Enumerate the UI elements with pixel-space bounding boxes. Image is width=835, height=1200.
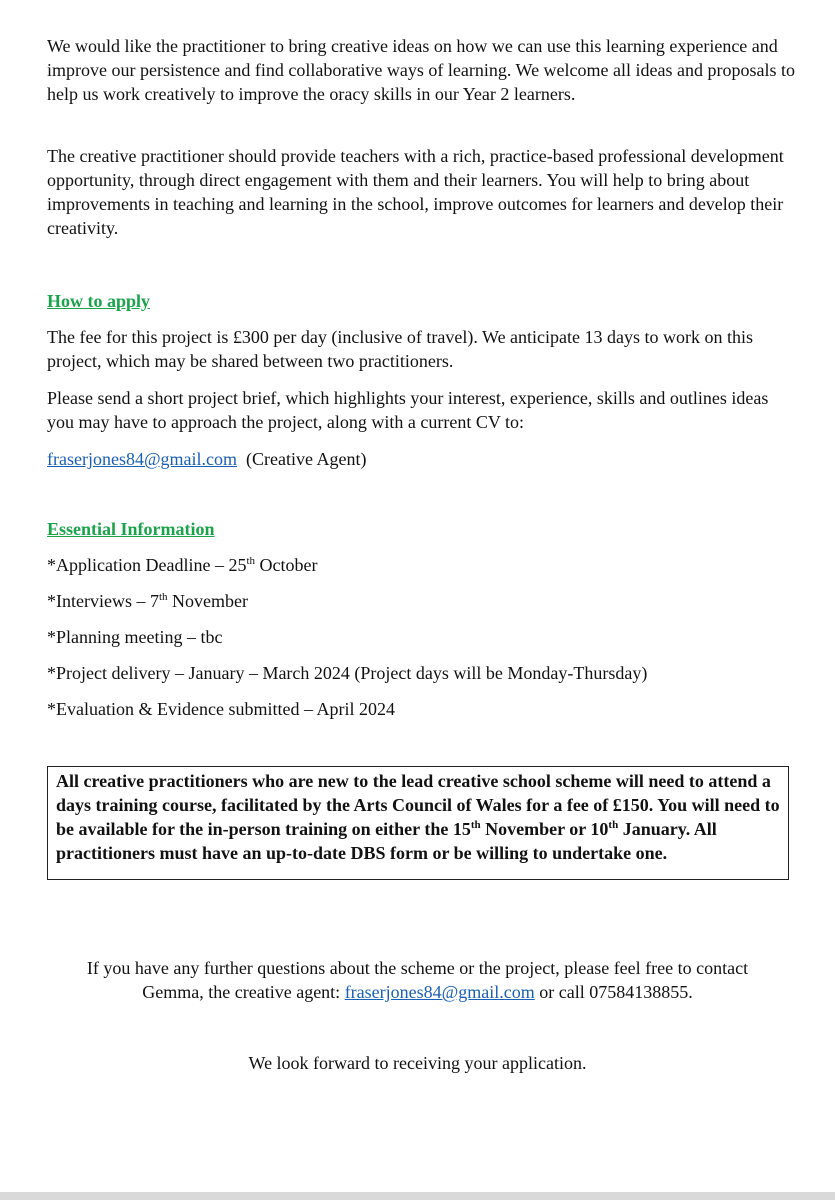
fee-paragraph: The fee for this project is £300 per day (inclusive of travel). We anticipate 13 days to work on this project, which may be shared between two practitioners. xyxy=(47,327,754,371)
interviews-item xyxy=(47,589,248,613)
apply-contact-line xyxy=(47,447,797,471)
deadline-text: *Application Deadline – 25 xyxy=(47,555,247,575)
notice-text-3: January. All practitioners must have an up-to-date DBS form or be willing to undertake one. xyxy=(56,819,717,863)
how-to-apply-heading: How to apply xyxy=(47,291,151,311)
intro-paragraph-2: The creative practitioner should provide teachers with a rich, practice-based professional development opportunity, through direct engagement with them and their learners. You will help to bring about improvements in teaching and learning in the school, improve outcomes for learners and develop their creativity. xyxy=(47,146,784,238)
evaluation-item: *Evaluation & Evidence submitted – April 2024 xyxy=(47,699,395,719)
notice-text-1: All creative practitioners who are new to the lead creative school scheme will need to attend a days training course, facilitated by the Arts Council of Wales for a fee of £150. You will need to be available for the in-person training on either the 15 xyxy=(56,771,780,839)
delivery-item: *Project delivery – January – March 2024 (Project days will be Monday-Thursday) xyxy=(47,663,648,683)
interviews-month: November xyxy=(167,591,249,611)
page-bottom-edge xyxy=(0,1192,835,1200)
deadline-sup: th xyxy=(246,555,256,567)
notice-text-2: November or 10 xyxy=(480,819,609,839)
notice-sup-1: th xyxy=(470,819,481,831)
apply-email-link[interactable]: fraserjones84@gmail.com xyxy=(47,449,238,469)
notice-sup-2: th xyxy=(608,819,619,831)
contact-line-2 xyxy=(0,980,835,1004)
creative-agent-label: (Creative Agent) xyxy=(246,449,367,469)
training-notice-box xyxy=(47,766,789,880)
deadline-month: October xyxy=(255,555,318,575)
contact-prefix: Gemma, the creative agent: xyxy=(142,982,345,1002)
contact-line-1: If you have any further questions about the scheme or the project, please feel free to contact xyxy=(86,958,749,978)
closing-line: We look forward to receiving your application. xyxy=(248,1053,587,1073)
contact-phone: or call 07584138855. xyxy=(534,982,693,1002)
interviews-text: *Interviews – 7 xyxy=(47,591,159,611)
planning-item: *Planning meeting – tbc xyxy=(47,627,223,647)
send-brief-paragraph: Please send a short project brief, which highlights your interest, experience, skills and outlines ideas you may have to approach the project, along with a current CV to: xyxy=(47,388,769,432)
contact-email-link[interactable]: fraserjones84@gmail.com xyxy=(344,982,535,1002)
deadline-item xyxy=(47,553,318,577)
intro-paragraph-1: We would like the practitioner to bring creative ideas on how we can use this learning experience and improve our persistence and find collaborative ways of learning. We welcome all ideas and proposals to help us work creatively to improve the oracy skills in our Year 2 learners. xyxy=(47,36,795,104)
interviews-sup: th xyxy=(158,591,168,603)
essential-information-heading: Essential Information xyxy=(47,519,215,539)
